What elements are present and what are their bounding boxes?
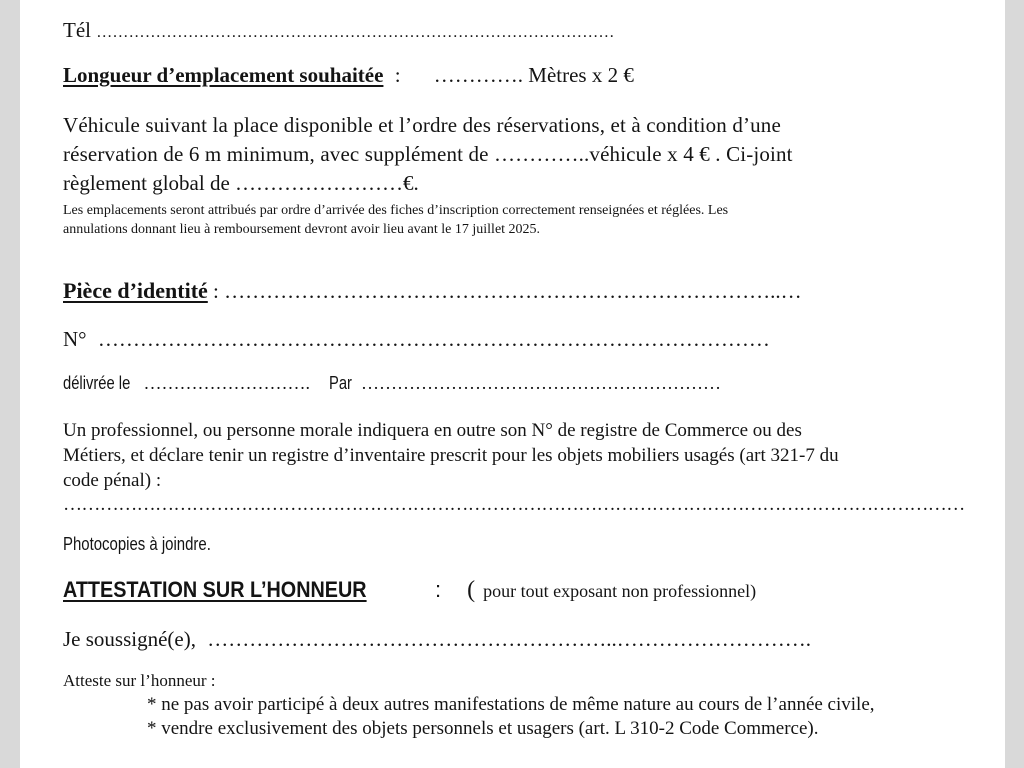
longueur-heading: Longueur d’emplacement souhaitée <box>63 63 384 87</box>
numero-fill-line[interactable]: …………………………………………………………………………………… <box>97 327 770 351</box>
notice-line-2: annulations donnant lieu à remboursement devront avoir lieu avant le 17 juillet 2025. <box>63 222 541 237</box>
soussigne-label: Je soussigné(e), <box>63 627 196 651</box>
delivree-date-fill[interactable]: ………………………. <box>143 373 310 393</box>
photocopies-note: Photocopies à joindre. <box>63 534 211 554</box>
piece-heading: Pièce d’identité <box>63 278 208 303</box>
form-page <box>20 0 1005 768</box>
par-fill[interactable]: …………………………………………………… <box>361 373 721 393</box>
vehicule-line-2[interactable]: réservation de 6 m minimum, avec supplément de …………..véhicule x 4 € . Ci-joint <box>63 142 793 166</box>
pro-line-3: code pénal) : <box>63 470 162 491</box>
atteste-bullet-1: * ne pas avoir participé à deux autres manifestations de même nature au cours de l’année civile, <box>147 694 875 715</box>
vehicule-line-1: Véhicule suivant la place disponible et l’ordre des réservations, et à condition d’une <box>63 113 781 137</box>
tel-fill-line[interactable]: …………………………………………………………………………………… <box>96 24 615 41</box>
longueur-fill[interactable]: …………. Mètres x 2 € <box>433 63 634 87</box>
longueur-row <box>63 63 634 88</box>
longueur-colon: : <box>394 63 401 87</box>
attestation-row <box>63 577 756 604</box>
notice-line-1: Les emplacements seront attribués par ordre d’arrivée des fiches d’inscription correctement renseignées et réglées. Les <box>63 203 729 218</box>
attestation-paren: ( <box>467 577 476 603</box>
pro-line-1: Un professionnel, ou personne morale indiquera en outre son N° de registre de Commerce ou des <box>63 420 802 441</box>
attestation-colon: : <box>435 577 442 602</box>
par-label: Par <box>328 373 352 393</box>
atteste-bullet-2: * vendre exclusivement des objets personnels et usagers (art. L 310-2 Code Commerce). <box>147 718 819 739</box>
pro-line-2: Métiers, et déclare tenir un registre d’inventaire prescrit pour les objets mobiliers usagés (art 321-7 du <box>63 445 839 466</box>
delivree-label: délivrée le <box>63 373 131 393</box>
atteste-intro: Atteste sur l’honneur : <box>63 671 216 690</box>
tel-label: Tél <box>63 18 91 42</box>
attestation-note: pour tout exposant non professionnel) <box>483 581 757 601</box>
delivree-row <box>63 373 721 394</box>
soussigne-fill-line[interactable]: …………………………………………………..………………………. <box>207 627 811 651</box>
piece-row <box>63 278 802 304</box>
tel-row <box>63 18 615 43</box>
piece-fill-line[interactable]: : ……………………………………………………………………..… <box>213 279 802 303</box>
soussigne-row <box>63 627 811 652</box>
pro-fill-line[interactable]: ………………………………………………………………………………………………………………………………… <box>63 494 965 515</box>
attestation-heading: ATTESTATION SUR L’HONNEUR <box>63 577 367 602</box>
vehicule-line-3[interactable]: règlement global de ……………………€. <box>63 171 419 195</box>
numero-row <box>63 327 770 352</box>
numero-label: N° <box>63 327 87 351</box>
